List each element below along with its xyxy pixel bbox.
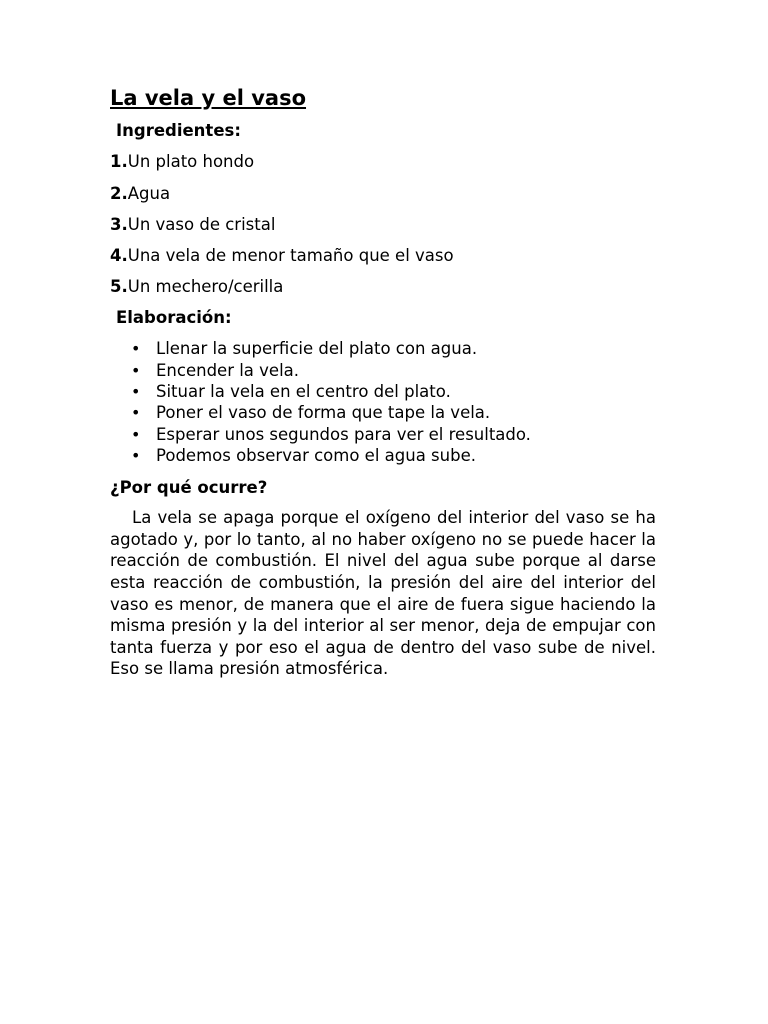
- ingredient-number: 2.: [110, 183, 128, 203]
- bullet-icon: •: [131, 382, 141, 402]
- ingredient-item: [110, 151, 656, 173]
- ingredient-item: [110, 245, 656, 267]
- ingredient-text: Un vaso de cristal: [127, 214, 276, 234]
- ingredient-number: 4.: [110, 246, 128, 266]
- ingredients-heading: Ingredientes:: [116, 121, 241, 140]
- bullet-icon: •: [131, 424, 141, 444]
- step-text: Situar la vela en el centro del plato.: [156, 382, 451, 402]
- step-text: Esperar unos segundos para ver el resultado.: [156, 424, 531, 444]
- ingredient-number: 5.: [110, 277, 128, 297]
- ingredient-text: Una vela de menor tamaño que el vaso: [127, 246, 454, 266]
- step-text: Encender la vela.: [156, 360, 300, 380]
- step-item: [131, 360, 656, 381]
- document-title: La vela y el vaso: [110, 86, 307, 110]
- ingredient-text: Un mechero/cerilla: [127, 277, 284, 297]
- step-item: [131, 402, 656, 423]
- bullet-icon: •: [131, 360, 141, 380]
- steps-list: [110, 338, 656, 466]
- ingredient-item: [110, 183, 656, 205]
- bullet-icon: •: [131, 403, 141, 423]
- step-text: Poner el vaso de forma que tape la vela.: [156, 403, 491, 423]
- ingredient-text: Agua: [127, 183, 171, 203]
- explanation-paragraph: La vela se apaga porque el oxígeno del interior del vaso se ha agotado y, por lo tanto, al no haber oxígeno no se puede hacer la reacción de combustión. El nivel del agua sube porque al darse esta reacción de combustión, la presión del aire del interior del vaso es menor, de manera que el aire de fuera sigue haciendo la misma presión y la del interior al ser menor, deja de empujar con tanta fuerza y por eso el agua de dentro del vaso sube de nivel. Eso se llama presión atmosférica.: [110, 508, 656, 679]
- step-text: Llenar la superficie del plato con agua.: [156, 339, 478, 359]
- ingredient-item: [110, 214, 656, 236]
- ingredient-number: 3.: [110, 214, 128, 234]
- step-text: Podemos observar como el agua sube.: [156, 445, 476, 465]
- ingredient-item: [110, 276, 656, 298]
- ingredient-number: 1.: [110, 152, 128, 172]
- bullet-icon: •: [131, 339, 141, 359]
- bullet-icon: •: [131, 445, 141, 465]
- why-heading: ¿Por qué ocurre?: [110, 478, 268, 498]
- ingredients-list: [110, 151, 656, 298]
- step-item: [131, 338, 656, 359]
- ingredient-text: Un plato hondo: [127, 152, 255, 172]
- elaboration-heading: Elaboración:: [116, 308, 232, 328]
- step-item: [131, 424, 656, 445]
- step-item: [131, 381, 656, 402]
- step-item: [131, 445, 656, 466]
